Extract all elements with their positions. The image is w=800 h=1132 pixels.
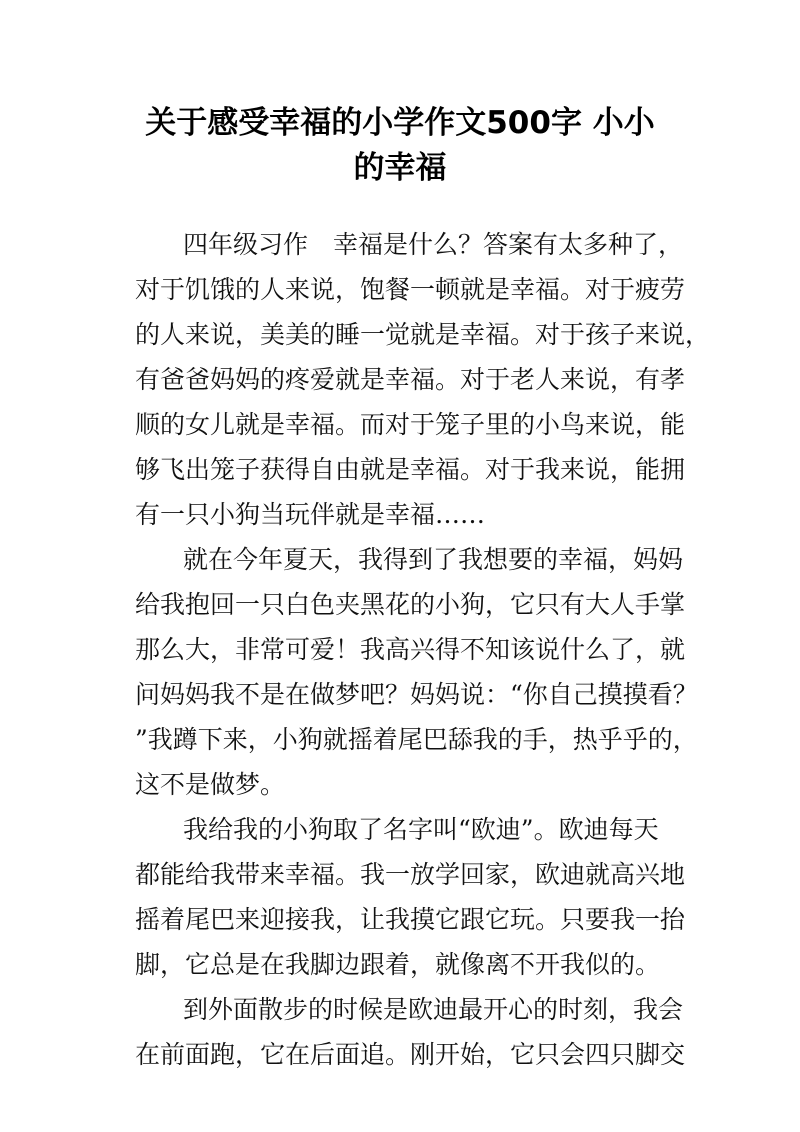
text-line: 够飞出笼子获得自由就是幸福。对于我来说，能拥 bbox=[135, 455, 686, 484]
text-line: 我给我的小狗取了名字叫“欧迪”。欧迪每天 bbox=[183, 815, 659, 844]
text-line: 摇着尾巴来迎接我，让我摸它跟它玩。只要我一抬 bbox=[135, 905, 686, 934]
text-line: 顺的女儿就是幸福。而对于笼子里的小鸟来说，能 bbox=[135, 410, 686, 439]
text-line: 的人来说，美美的睡一觉就是幸福。对于孩子来说， bbox=[135, 320, 711, 349]
text-line: 就在今年夏天，我得到了我想要的幸福，妈妈 bbox=[183, 545, 684, 574]
text-line: 有一只小狗当玩伴就是幸福…… bbox=[135, 500, 486, 529]
text-line: 那么大，非常可爱！我高兴得不知该说什么了，就 bbox=[135, 635, 686, 664]
text-line: 问妈妈我不是在做梦吧？妈妈说：“你自己摸摸看？ bbox=[135, 680, 698, 709]
document-body bbox=[135, 222, 711, 1077]
text-line: 给我抱回一只白色夹黑花的小狗，它只有大人手掌 bbox=[135, 590, 686, 619]
text-line: 四年级习作 幸福是什么？答案有太多种了， bbox=[183, 230, 684, 259]
text-line: 在前面跑，它在后面追。刚开始，它只会四只脚交 bbox=[135, 1040, 686, 1069]
text-line: 对于饥饿的人来说，饱餐一顿就是幸福。对于疲劳 bbox=[135, 275, 686, 304]
text-line: ”我蹲下来，小狗就摇着尾巴舔我的手，热乎乎的， bbox=[135, 725, 698, 754]
text-line: 这不是做梦。 bbox=[135, 770, 286, 799]
paragraph bbox=[135, 222, 711, 537]
text-line: 脚，它总是在我脚边跟着，就像离不开我似的。 bbox=[135, 950, 661, 979]
title-line: 关于感受幸福的小学作文500字 小小 bbox=[145, 105, 655, 141]
document-title bbox=[110, 100, 690, 190]
paragraph bbox=[135, 987, 695, 1077]
text-line: 有爸爸妈妈的疼爱就是幸福。对于老人来说，有孝 bbox=[135, 365, 686, 394]
paragraph bbox=[135, 807, 695, 987]
text-line: 都能给我带来幸福。我一放学回家，欧迪就高兴地 bbox=[135, 860, 686, 889]
paragraph bbox=[135, 537, 698, 807]
title-line: 的幸福 bbox=[353, 150, 447, 186]
text-line: 到外面散步的时候是欧迪最开心的时刻，我会 bbox=[183, 995, 684, 1024]
